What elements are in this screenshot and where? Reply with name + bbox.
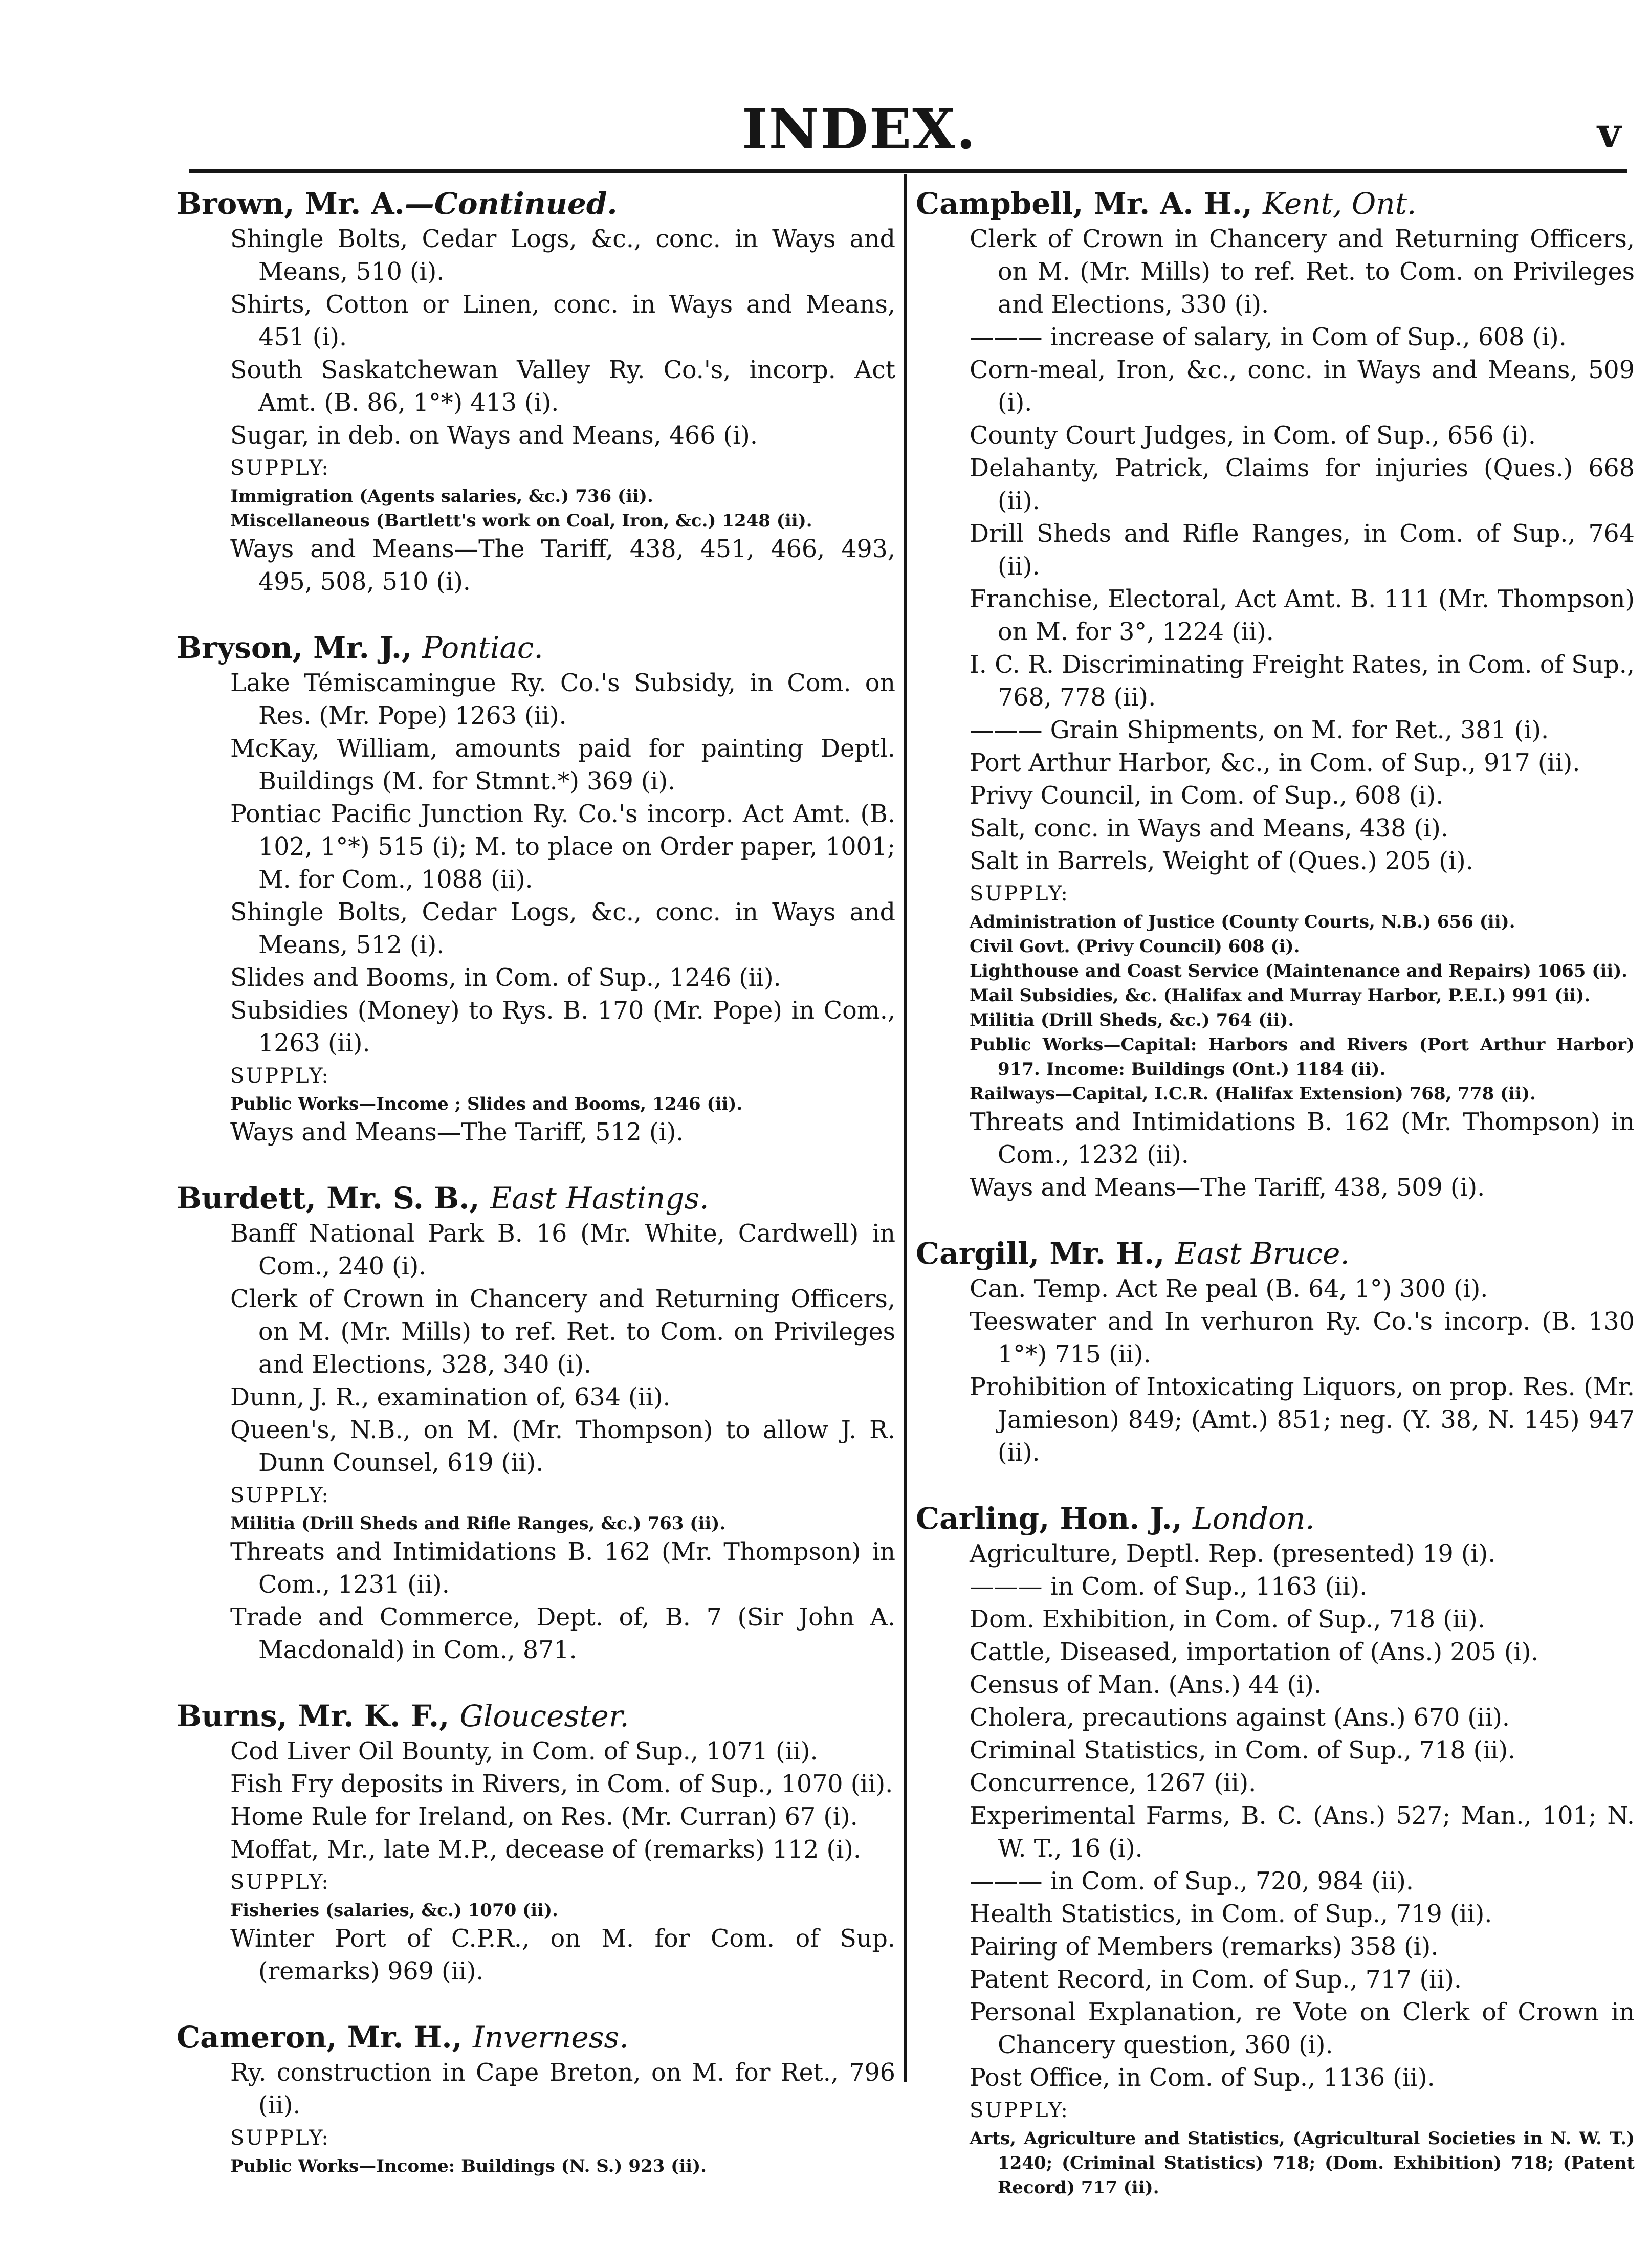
supply-item: Administration of Justice (County Courts, N.B.) 656 (ii). xyxy=(970,912,1515,932)
index-item: Sugar, in deb. on Ways and Means, 466 (i). xyxy=(230,422,758,450)
right-column xyxy=(916,184,1635,2230)
constituency: East Bruce. xyxy=(1175,1236,1350,1271)
index-entry xyxy=(916,1499,1635,2200)
index-item: Banff National Park B. 16 (Mr. White, Cardwell) in Com., 240 (i). xyxy=(230,1220,895,1281)
entry-name xyxy=(177,184,895,223)
index-item: Shirts, Cotton or Linen, conc. in Ways and Means, 451 (i). xyxy=(230,291,895,351)
supply-item: Public Works—Income ; Slides and Booms, 1246 (ii). xyxy=(230,1094,743,1114)
index-item: Criminal Statistics, in Com. of Sup., 718 (ii). xyxy=(970,1736,1516,1765)
entry-name xyxy=(177,628,895,667)
index-item: Franchise, Electoral, Act Amt. B. 111 (Mr. Thompson) on M. for 3°, 1224 (ii). xyxy=(970,585,1635,646)
supply-item: Civil Govt. (Privy Council) 608 (i). xyxy=(970,936,1300,957)
constituency: Gloucester. xyxy=(459,1699,629,1733)
index-item: Experimental Farms, B. C. (Ans.) 527; Man., 101; N. W. T., 16 (i). xyxy=(970,1802,1635,1863)
supply-label: SUPPLY: xyxy=(230,1870,330,1894)
member-name: Campbell, Mr. A. H., xyxy=(916,186,1252,221)
index-item: Clerk of Crown in Chancery and Returning Officers, on M. (Mr. Mills) to ref. Ret. to Com. on Privileges and Elections, 330 (i). xyxy=(970,225,1635,319)
index-item: Corn-meal, Iron, &c., conc. in Ways and Means, 509 (i). xyxy=(970,356,1635,417)
supply-label: SUPPLY: xyxy=(230,1484,330,1507)
index-item: Pairing of Members (remarks) 358 (i). xyxy=(970,1933,1439,1961)
supply-label: SUPPLY: xyxy=(230,2126,330,2150)
entry-name xyxy=(177,2018,895,2057)
header-rule xyxy=(189,169,1627,173)
index-item: Cholera, precautions against (Ans.) 670 (ii). xyxy=(970,1704,1510,1732)
index-item: Subsidies (Money) to Rys. B. 170 (Mr. Pope) in Com., 1263 (ii). xyxy=(230,997,895,1058)
index-item: Lake Témiscamingue Ry. Co.'s Subsidy, in Com. on Res. (Mr. Pope) 1263 (ii). xyxy=(230,669,895,730)
constituency: Pontiac. xyxy=(422,630,543,665)
index-item: County Court Judges, in Com. of Sup., 656 (i). xyxy=(970,422,1536,450)
index-item: Fish Fry deposits in Rivers, in Com. of Sup., 1070 (ii). xyxy=(230,1770,893,1798)
index-item: Dunn, J. R., examination of, 634 (ii). xyxy=(230,1383,671,1412)
supply-item: Arts, Agriculture and Statistics, (Agricultural Societies in N. W. T.) 1240; (Criminal Statistics) 718; (Dom. Exhibition) 718; (Patent Record) 717 (ii). xyxy=(970,2128,1635,2198)
index-item: Concurrence, 1267 (ii). xyxy=(970,1769,1257,1797)
index-entry xyxy=(916,184,1635,1204)
index-item: Ways and Means—The Tariff, 438, 451, 466, 493, 495, 508, 510 (i). xyxy=(230,535,895,596)
index-item: Trade and Commerce, Dept. of, B. 7 (Sir John A. Macdonald) in Com., 871. xyxy=(230,1603,895,1664)
constituency: Kent, Ont. xyxy=(1263,186,1417,221)
index-item: Ways and Means—The Tariff, 512 (i). xyxy=(230,1118,684,1147)
member-name: Carling, Hon. J., xyxy=(916,1501,1182,1536)
index-entry xyxy=(177,184,895,599)
entry-name xyxy=(916,184,1635,223)
continued-marker: —Continued. xyxy=(404,186,618,221)
index-item: McKay, William, amounts paid for painting Deptl. Buildings (M. for Stmnt.*) 369 (i). xyxy=(230,735,895,796)
index-item: Personal Explanation, re Vote on Clerk of Crown in Chancery question, 360 (i). xyxy=(970,1998,1635,2059)
constituency: East Hastings. xyxy=(490,1181,709,1216)
index-item: Shingle Bolts, Cedar Logs, &c., conc. in Ways and Means, 510 (i). xyxy=(230,225,895,286)
supply-item: Immigration (Agents salaries, &c.) 736 (ii). xyxy=(230,486,653,507)
column-divider xyxy=(904,174,907,2082)
index-item: Home Rule for Ireland, on Res. (Mr. Curran) 67 (i). xyxy=(230,1803,858,1831)
index-item: Threats and Intimidations B. 162 (Mr. Thompson) in Com., 1231 (ii). xyxy=(230,1538,895,1599)
index-item: Ways and Means—The Tariff, 438, 509 (i). xyxy=(970,1174,1485,1202)
index-entry xyxy=(177,2018,895,2178)
index-item: Census of Man. (Ans.) 44 (i). xyxy=(970,1671,1322,1699)
index-item: Privy Council, in Com. of Sup., 608 (i). xyxy=(970,782,1444,810)
index-item: Shingle Bolts, Cedar Logs, &c., conc. in Ways and Means, 512 (i). xyxy=(230,898,895,959)
supply-label: SUPPLY: xyxy=(970,2099,1069,2122)
left-column xyxy=(177,184,895,2208)
supply-label: SUPPLY: xyxy=(230,456,330,480)
index-entry xyxy=(916,1234,1635,1469)
index-item: Prohibition of Intoxicating Liquors, on prop. Res. (Mr. Jamieson) 849; (Amt.) 851; neg. (Y. 38, N. 145) 947 (ii). xyxy=(970,1373,1635,1467)
member-name: Bryson, Mr. J., xyxy=(177,630,412,665)
member-name: Burdett, Mr. S. B., xyxy=(177,1181,480,1216)
supply-item: Public Works—Income: Buildings (N. S.) 923 (ii). xyxy=(230,2156,707,2176)
member-name: Burns, Mr. K. F., xyxy=(177,1699,450,1733)
supply-item: Lighthouse and Coast Service (Maintenance and Repairs) 1065 (ii). xyxy=(970,961,1628,981)
index-item: Drill Sheds and Rifle Ranges, in Com. of Sup., 764 (ii). xyxy=(970,520,1635,581)
member-name: Cameron, Mr. H., xyxy=(177,2020,463,2055)
index-item: Health Statistics, in Com. of Sup., 719 (ii). xyxy=(970,1900,1492,1928)
supply-item: Railways—Capital, I.C.R. (Halifax Extension) 768, 778 (ii). xyxy=(970,1084,1536,1104)
index-item: ——— Grain Shipments, on M. for Ret., 381 (i). xyxy=(970,716,1549,744)
index-item: Salt in Barrels, Weight of (Ques.) 205 (i). xyxy=(970,847,1473,875)
index-item: Slides and Booms, in Com. of Sup., 1246 (ii). xyxy=(230,964,781,992)
index-item: Clerk of Crown in Chancery and Returning Officers, on M. (Mr. Mills) to ref. Ret. to Com. on Privileges and Elections, 328, 340 (i). xyxy=(230,1285,895,1379)
constituency: London. xyxy=(1193,1501,1315,1536)
index-item: Port Arthur Harbor, &c., in Com. of Sup., 917 (ii). xyxy=(970,749,1580,777)
index-item: Cattle, Diseased, importation of (Ans.) 205 (i). xyxy=(970,1638,1539,1666)
page-title: INDEX. xyxy=(742,97,977,162)
entry-name xyxy=(177,1697,895,1735)
supply-label: SUPPLY: xyxy=(230,1064,330,1088)
member-name: Cargill, Mr. H., xyxy=(916,1236,1165,1271)
index-item: ——— in Com. of Sup., 1163 (ii). xyxy=(970,1573,1368,1601)
entry-name xyxy=(916,1234,1635,1273)
index-item: Patent Record, in Com. of Sup., 717 (ii). xyxy=(970,1966,1462,1994)
constituency: Inverness. xyxy=(473,2020,629,2055)
page-header xyxy=(0,97,1650,162)
index-item: ——— increase of salary, in Com of Sup., 608 (i). xyxy=(970,323,1567,351)
index-item: Agriculture, Deptl. Rep. (presented) 19 (i). xyxy=(970,1540,1496,1568)
supply-item: Militia (Drill Sheds and Rifle Ranges, &c.) 763 (ii). xyxy=(230,1513,726,1534)
index-item: Queen's, N.B., on M. (Mr. Thompson) to allow J. R. Dunn Counsel, 619 (ii). xyxy=(230,1416,895,1477)
index-item: Salt, conc. in Ways and Means, 438 (i). xyxy=(970,814,1448,843)
entry-name xyxy=(916,1499,1635,1538)
index-item: Can. Temp. Act Re peal (B. 64, 1°) 300 (i). xyxy=(970,1275,1488,1303)
index-item: Pontiac Pacific Junction Ry. Co.'s incorp. Act Amt. (B. 102, 1°*) 515 (i); M. to place on Order paper, 1001; M. for Com., 1088 (ii). xyxy=(230,800,895,894)
page-number: v xyxy=(1597,108,1621,157)
index-entry xyxy=(177,1179,895,1667)
index-entry xyxy=(177,628,895,1149)
index-item: Teeswater and In verhuron Ry. Co.'s incorp. (B. 130 1°*) 715 (ii). xyxy=(970,1308,1635,1369)
index-item: Cod Liver Oil Bounty, in Com. of Sup., 1071 (ii). xyxy=(230,1737,818,1766)
index-item: I. C. R. Discriminating Freight Rates, in Com. of Sup., 768, 778 (ii). xyxy=(970,651,1635,712)
supply-item: Militia (Drill Sheds, &c.) 764 (ii). xyxy=(970,1010,1294,1030)
index-entry xyxy=(177,1697,895,1988)
index-item: South Saskatchewan Valley Ry. Co.'s, incorp. Act Amt. (B. 86, 1°*) 413 (i). xyxy=(230,356,895,417)
index-item: Post Office, in Com. of Sup., 1136 (ii). xyxy=(970,2064,1435,2092)
index-item: Delahanty, Patrick, Claims for injuries (Ques.) 668 (ii). xyxy=(970,454,1635,515)
supply-item: Public Works—Capital: Harbors and Rivers (Port Arthur Harbor) 917. Income: Buildings (Ont.) 1184 (ii). xyxy=(970,1034,1635,1080)
supply-label: SUPPLY: xyxy=(970,882,1069,906)
index-item: Winter Port of C.P.R., on M. for Com. of Sup. (remarks) 969 (ii). xyxy=(230,1925,895,1986)
supply-item: Mail Subsidies, &c. (Halifax and Murray Harbor, P.E.I.) 991 (ii). xyxy=(970,985,1591,1006)
index-item: Moffat, Mr., late M.P., decease of (remarks) 112 (i). xyxy=(230,1836,861,1864)
index-item: Ry. construction in Cape Breton, on M. for Ret., 796 (ii). xyxy=(230,2059,895,2120)
index-item: Threats and Intimidations B. 162 (Mr. Thompson) in Com., 1232 (ii). xyxy=(970,1108,1635,1169)
member-name: Brown, Mr. A. xyxy=(177,186,405,221)
supply-item: Fisheries (salaries, &c.) 1070 (ii). xyxy=(230,1900,558,1921)
entry-name xyxy=(177,1179,895,1218)
index-item: ——— in Com. of Sup., 720, 984 (ii). xyxy=(970,1867,1414,1896)
index-item: Dom. Exhibition, in Com. of Sup., 718 (ii). xyxy=(970,1605,1485,1634)
supply-item: Miscellaneous (Bartlett's work on Coal, Iron, &c.) 1248 (ii). xyxy=(230,511,812,531)
